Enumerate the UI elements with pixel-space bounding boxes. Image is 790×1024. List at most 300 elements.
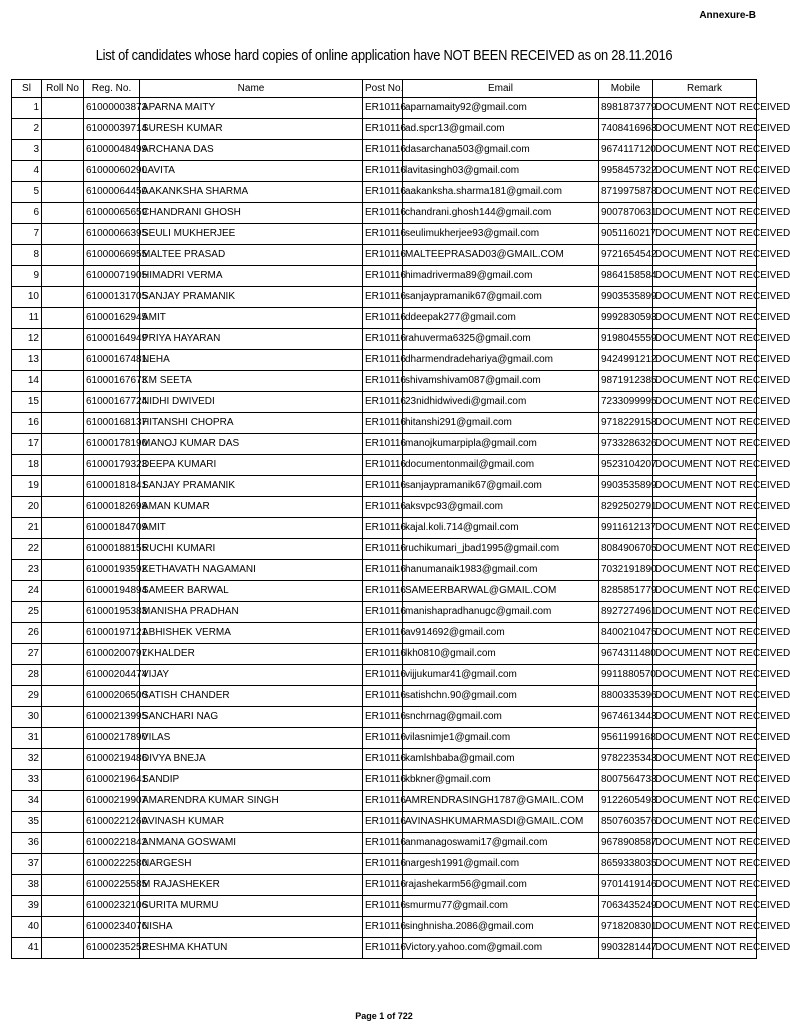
cell-sl: 16 [12,413,42,434]
cell-sl: 10 [12,287,42,308]
cell-email: kamlshbaba@gmail.com [403,749,599,770]
cell-email: smurmu77@gmail.com [403,896,599,917]
cell-reg-no: 61000065659 [84,203,140,224]
cell-remark: DOCUMENT NOT RECEIVED [653,182,757,203]
cell-post-no: ER10116 [363,707,403,728]
cell-post-no: ER10116 [363,749,403,770]
table-row [12,686,757,707]
table-row [12,854,757,875]
cell-roll-no [42,161,84,182]
cell-mobile: 9721654542 [599,245,653,266]
cell-email: vilasnimje1@gmail.com [403,728,599,749]
cell-mobile: 8927274961 [599,602,653,623]
cell-sl: 9 [12,266,42,287]
cell-roll-no [42,119,84,140]
cell-name: AMIT [140,518,363,539]
cell-mobile: 9674613443 [599,707,653,728]
cell-reg-no: 61000197121 [84,623,140,644]
table-row [12,140,757,161]
cell-post-no: ER10116 [363,434,403,455]
cell-name: LKHALDER [140,644,363,665]
cell-reg-no: 61000003873 [84,98,140,119]
cell-mobile: 8981873779 [599,98,653,119]
cell-remark: DOCUMENT NOT RECEIVED [653,707,757,728]
cell-roll-no [42,497,84,518]
cell-email: manojkumarpipla@gmail.com [403,434,599,455]
cell-roll-no [42,665,84,686]
cell-post-no: ER10116 [363,812,403,833]
column-header-reg-no: Reg. No. [84,80,140,98]
cell-roll-no [42,413,84,434]
cell-sl: 39 [12,896,42,917]
cell-sl: 25 [12,602,42,623]
cell-reg-no: 61000167481 [84,350,140,371]
cell-post-no: ER10116 [363,140,403,161]
table-row [12,413,757,434]
cell-reg-no: 61000182698 [84,497,140,518]
cell-mobile: 8007564733 [599,770,653,791]
cell-sl: 27 [12,644,42,665]
cell-remark: DOCUMENT NOT RECEIVED [653,413,757,434]
cell-roll-no [42,791,84,812]
cell-reg-no: 61000217890 [84,728,140,749]
cell-reg-no: 61000164949 [84,329,140,350]
cell-name: NISHA [140,917,363,938]
cell-name: SANJAY PRAMANIK [140,287,363,308]
cell-remark: DOCUMENT NOT RECEIVED [653,560,757,581]
cell-name: SANCHARI NAG [140,707,363,728]
cell-email: AVINASHKUMARMASDI@GMAIL.COM [403,812,599,833]
cell-roll-no [42,581,84,602]
cell-mobile: 8285851779 [599,581,653,602]
cell-remark: DOCUMENT NOT RECEIVED [653,770,757,791]
cell-sl: 23 [12,560,42,581]
cell-roll-no [42,308,84,329]
cell-email: anmanagoswami17@gmail.com [403,833,599,854]
cell-roll-no [42,329,84,350]
cell-remark: DOCUMENT NOT RECEIVED [653,602,757,623]
cell-sl: 17 [12,434,42,455]
cell-sl: 13 [12,350,42,371]
cell-remark: DOCUMENT NOT RECEIVED [653,392,757,413]
cell-email: rahuverma6325@gmail.com [403,329,599,350]
cell-mobile: 9903535899 [599,287,653,308]
cell-name: RESHMA KHATUN [140,938,363,959]
cell-post-no: ER10116 [363,623,403,644]
cell-remark: DOCUMENT NOT RECEIVED [653,917,757,938]
cell-post-no: ER10116 [363,98,403,119]
cell-name: ANMANA GOSWAMI [140,833,363,854]
cell-email: hitanshi291@gmail.com [403,413,599,434]
cell-email: vijjukumar41@gmail.com [403,665,599,686]
table-row [12,182,757,203]
cell-post-no: ER10116 [363,182,403,203]
cell-roll-no [42,98,84,119]
cell-name: APARNA MAITY [140,98,363,119]
cell-name: AMAN KUMAR [140,497,363,518]
cell-email: hanumanaik1983@gmail.com [403,560,599,581]
table-row [12,917,757,938]
cell-remark: DOCUMENT NOT RECEIVED [653,686,757,707]
cell-remark: DOCUMENT NOT RECEIVED [653,623,757,644]
cell-sl: 19 [12,476,42,497]
cell-sl: 3 [12,140,42,161]
cell-sl: 5 [12,182,42,203]
cell-sl: 33 [12,770,42,791]
cell-email: 23nidhidwivedi@gmail.com [403,392,599,413]
cell-remark: DOCUMENT NOT RECEIVED [653,875,757,896]
cell-remark: DOCUMENT NOT RECEIVED [653,119,757,140]
cell-roll-no [42,770,84,791]
cell-roll-no [42,371,84,392]
cell-reg-no: 61000235252 [84,938,140,959]
cell-roll-no [42,854,84,875]
cell-reg-no: 61000048499 [84,140,140,161]
cell-post-no: ER10116 [363,770,403,791]
cell-roll-no [42,455,84,476]
cell-remark: DOCUMENT NOT RECEIVED [653,644,757,665]
cell-reg-no: 61000066955 [84,245,140,266]
table-row [12,749,757,770]
cell-sl: 32 [12,749,42,770]
cell-sl: 31 [12,728,42,749]
table-row [12,833,757,854]
cell-reg-no: 61000168137 [84,413,140,434]
cell-name: RUCHI KUMARI [140,539,363,560]
cell-remark: DOCUMENT NOT RECEIVED [653,455,757,476]
table-row [12,455,757,476]
table-row [12,308,757,329]
cell-name: PRIYA HAYARAN [140,329,363,350]
column-header-sl: Sl [12,80,42,98]
table-row [12,896,757,917]
cell-remark: DOCUMENT NOT RECEIVED [653,203,757,224]
cell-roll-no [42,266,84,287]
cell-email: aksvpc93@gmail.com [403,497,599,518]
cell-remark: DOCUMENT NOT RECEIVED [653,539,757,560]
cell-sl: 36 [12,833,42,854]
column-header-mobile: Mobile [599,80,653,98]
candidates-table [11,79,790,959]
cell-mobile: 8507603576 [599,812,653,833]
table-row [12,224,757,245]
cell-name: AMARENDRA KUMAR SINGH [140,791,363,812]
cell-remark: DOCUMENT NOT RECEIVED [653,371,757,392]
cell-mobile: 9701419146 [599,875,653,896]
table-row [12,329,757,350]
cell-reg-no: 61000179323 [84,455,140,476]
cell-remark: DOCUMENT NOT RECEIVED [653,350,757,371]
cell-email: rajashekarm56@gmail.com [403,875,599,896]
cell-roll-no [42,875,84,896]
cell-post-no: ER10116 [363,455,403,476]
cell-roll-no [42,434,84,455]
cell-name: HITANSHI CHOPRA [140,413,363,434]
cell-sl: 30 [12,707,42,728]
cell-post-no: ER10116 [363,875,403,896]
cell-sl: 14 [12,371,42,392]
cell-post-no: ER10116 [363,371,403,392]
cell-name: NEHA [140,350,363,371]
cell-remark: DOCUMENT NOT RECEIVED [653,581,757,602]
cell-reg-no: 61000188155 [84,539,140,560]
cell-remark: DOCUMENT NOT RECEIVED [653,497,757,518]
cell-email: av914692@gmail.com [403,623,599,644]
cell-sl: 26 [12,623,42,644]
cell-mobile: 9007870631 [599,203,653,224]
page-number: Page 1 of 722 [355,1011,413,1021]
cell-post-no: ER10116 [363,854,403,875]
cell-name: CHANDRANI GHOSH [140,203,363,224]
cell-name: MANOJ KUMAR DAS [140,434,363,455]
cell-name: SANJAY PRAMANIK [140,476,363,497]
page-title: List of candidates whose hard copies of online application have NOT BEEN RECEIVED as on 28.11.2016 [95,47,673,64]
cell-reg-no: 61000195383 [84,602,140,623]
cell-roll-no [42,686,84,707]
cell-post-no: ER10116 [363,497,403,518]
cell-sl: 1 [12,98,42,119]
cell-remark: DOCUMENT NOT RECEIVED [653,896,757,917]
cell-mobile: 9561199168 [599,728,653,749]
cell-reg-no: 61000178190 [84,434,140,455]
cell-email: chandrani.ghosh144@gmail.com [403,203,599,224]
cell-reg-no: 61000184709 [84,518,140,539]
cell-mobile: 7032191890 [599,560,653,581]
cell-sl: 22 [12,539,42,560]
cell-email: satishchn.90@gmail.com [403,686,599,707]
cell-reg-no: 61000060290 [84,161,140,182]
cell-post-no: ER10116 [363,392,403,413]
cell-remark: DOCUMENT NOT RECEIVED [653,791,757,812]
cell-reg-no: 61000066395 [84,224,140,245]
cell-name: ARCHANA DAS [140,140,363,161]
cell-post-no: ER10116 [363,917,403,938]
cell-post-no: ER10116 [363,266,403,287]
table-header-row [12,80,757,98]
cell-remark: DOCUMENT NOT RECEIVED [653,266,757,287]
cell-name: DEEPA KUMARI [140,455,363,476]
cell-reg-no: 61000167724 [84,392,140,413]
cell-email: himadriverma89@gmail.com [403,266,599,287]
cell-remark: DOCUMENT NOT RECEIVED [653,476,757,497]
cell-reg-no: 61000181841 [84,476,140,497]
cell-post-no: ER10116 [363,644,403,665]
table-row [12,203,757,224]
cell-remark: DOCUMENT NOT RECEIVED [653,140,757,161]
cell-mobile: 9733286326 [599,434,653,455]
cell-mobile: 8800335396 [599,686,653,707]
table-row [12,287,757,308]
cell-roll-no [42,812,84,833]
cell-reg-no: 61000206500 [84,686,140,707]
cell-email: shivamshivam087@gmail.com [403,371,599,392]
cell-post-no: ER10116 [363,791,403,812]
cell-sl: 35 [12,812,42,833]
cell-post-no: ER10116 [363,413,403,434]
cell-email: ad.spcr13@gmail.com [403,119,599,140]
cell-name: AAKANKSHA SHARMA [140,182,363,203]
cell-email: aakanksha.sharma181@gmail.com [403,182,599,203]
cell-reg-no: 61000219641 [84,770,140,791]
cell-mobile: 9523104207 [599,455,653,476]
cell-reg-no: 61000162945 [84,308,140,329]
table-row [12,392,757,413]
cell-roll-no [42,938,84,959]
cell-name: NIDHI DWIVEDI [140,392,363,413]
cell-email: dharmendradehariya@gmail.com [403,350,599,371]
cell-roll-no [42,182,84,203]
table-row [12,434,757,455]
cell-name: NARGESH [140,854,363,875]
table-row [12,161,757,182]
cell-remark: DOCUMENT NOT RECEIVED [653,161,757,182]
cell-roll-no [42,140,84,161]
cell-mobile: 9122605493 [599,791,653,812]
cell-email: SAMEERBARWAL@GMAIL.COM [403,581,599,602]
cell-mobile: 9864158584 [599,266,653,287]
cell-roll-no [42,245,84,266]
cell-remark: DOCUMENT NOT RECEIVED [653,938,757,959]
cell-reg-no: 61000232106 [84,896,140,917]
cell-email: snchrnag@gmail.com [403,707,599,728]
cell-email: nargesh1991@gmail.com [403,854,599,875]
cell-email: Victory.yahoo.com@gmail.com [403,938,599,959]
column-header-roll-no: Roll No [42,80,84,98]
column-header-remark: Remark [653,80,757,98]
cell-post-no: ER10116 [363,665,403,686]
cell-remark: DOCUMENT NOT RECEIVED [653,245,757,266]
cell-sl: 18 [12,455,42,476]
cell-mobile: 9678908587 [599,833,653,854]
cell-sl: 2 [12,119,42,140]
table-row [12,98,757,119]
cell-sl: 29 [12,686,42,707]
cell-roll-no [42,350,84,371]
cell-roll-no [42,560,84,581]
cell-roll-no [42,644,84,665]
cell-remark: DOCUMENT NOT RECEIVED [653,728,757,749]
cell-sl: 41 [12,938,42,959]
cell-post-no: ER10116 [363,308,403,329]
cell-name: DIVYA BNEJA [140,749,363,770]
cell-roll-no [42,749,84,770]
cell-remark: DOCUMENT NOT RECEIVED [653,434,757,455]
cell-reg-no: 61000064450 [84,182,140,203]
cell-reg-no: 61000193592 [84,560,140,581]
cell-post-no: ER10116 [363,728,403,749]
table-row [12,245,757,266]
cell-name: SURITA MURMU [140,896,363,917]
cell-reg-no: 61000221842 [84,833,140,854]
cell-name: SEULI MUKHERJEE [140,224,363,245]
cell-sl: 34 [12,791,42,812]
table-row [12,371,757,392]
table-row [12,350,757,371]
table-row [12,497,757,518]
cell-roll-no [42,539,84,560]
cell-remark: DOCUMENT NOT RECEIVED [653,749,757,770]
cell-roll-no [42,518,84,539]
cell-post-no: ER10116 [363,245,403,266]
cell-post-no: ER10116 [363,350,403,371]
column-header-email: Email [403,80,599,98]
cell-remark: DOCUMENT NOT RECEIVED [653,833,757,854]
cell-email: lavitasingh03@gmail.com [403,161,599,182]
cell-reg-no: 61000213995 [84,707,140,728]
cell-sl: 8 [12,245,42,266]
table-row [12,476,757,497]
cell-mobile: 9958457322 [599,161,653,182]
cell-name: MANISHA PRADHAN [140,602,363,623]
cell-reg-no: 61000131705 [84,287,140,308]
cell-sl: 7 [12,224,42,245]
cell-roll-no [42,707,84,728]
cell-roll-no [42,602,84,623]
cell-post-no: ER10116 [363,896,403,917]
cell-name: SANDIP [140,770,363,791]
cell-name: ABHISHEK VERMA [140,623,363,644]
cell-sl: 15 [12,392,42,413]
cell-sl: 6 [12,203,42,224]
cell-email: ddeepak277@gmail.com [403,308,599,329]
cell-roll-no [42,833,84,854]
cell-email: aparnamaity92@gmail.com [403,98,599,119]
cell-reg-no: 61000219486 [84,749,140,770]
cell-post-no: ER10116 [363,203,403,224]
cell-mobile: 8084906705 [599,539,653,560]
cell-reg-no: 61000219907 [84,791,140,812]
cell-post-no: ER10116 [363,119,403,140]
cell-post-no: ER10116 [363,161,403,182]
cell-mobile: 9911880570 [599,665,653,686]
cell-name: VIJAY [140,665,363,686]
cell-mobile: 8719975878 [599,182,653,203]
cell-email: MALTEEPRASAD03@GMAIL.COM [403,245,599,266]
table-row [12,770,757,791]
cell-post-no: ER10116 [363,833,403,854]
cell-reg-no: 61000039714 [84,119,140,140]
cell-mobile: 9871912385 [599,371,653,392]
cell-name: MALTEE PRASAD [140,245,363,266]
column-header-name: Name [140,80,363,98]
cell-mobile: 9782235343 [599,749,653,770]
cell-mobile: 8400210475 [599,623,653,644]
table-row [12,728,757,749]
cell-remark: DOCUMENT NOT RECEIVED [653,812,757,833]
cell-mobile: 9718208301 [599,917,653,938]
cell-mobile: 9903281447 [599,938,653,959]
cell-sl: 24 [12,581,42,602]
cell-reg-no: 61000167673 [84,371,140,392]
cell-mobile: 9051160217 [599,224,653,245]
cell-email: sanjaypramanik67@gmail.com [403,476,599,497]
cell-roll-no [42,896,84,917]
annexure-label: Annexure-B [699,10,756,21]
cell-reg-no: 61000225585 [84,875,140,896]
cell-roll-no [42,203,84,224]
cell-remark: DOCUMENT NOT RECEIVED [653,287,757,308]
table-row [12,539,757,560]
cell-reg-no: 61000234076 [84,917,140,938]
table-row [12,602,757,623]
cell-name: SAMEER BARWAL [140,581,363,602]
cell-reg-no: 61000204474 [84,665,140,686]
cell-post-no: ER10116 [363,224,403,245]
cell-post-no: ER10116 [363,938,403,959]
table-row [12,581,757,602]
cell-email: manishapradhanugc@gmail.com [403,602,599,623]
table-row [12,119,757,140]
